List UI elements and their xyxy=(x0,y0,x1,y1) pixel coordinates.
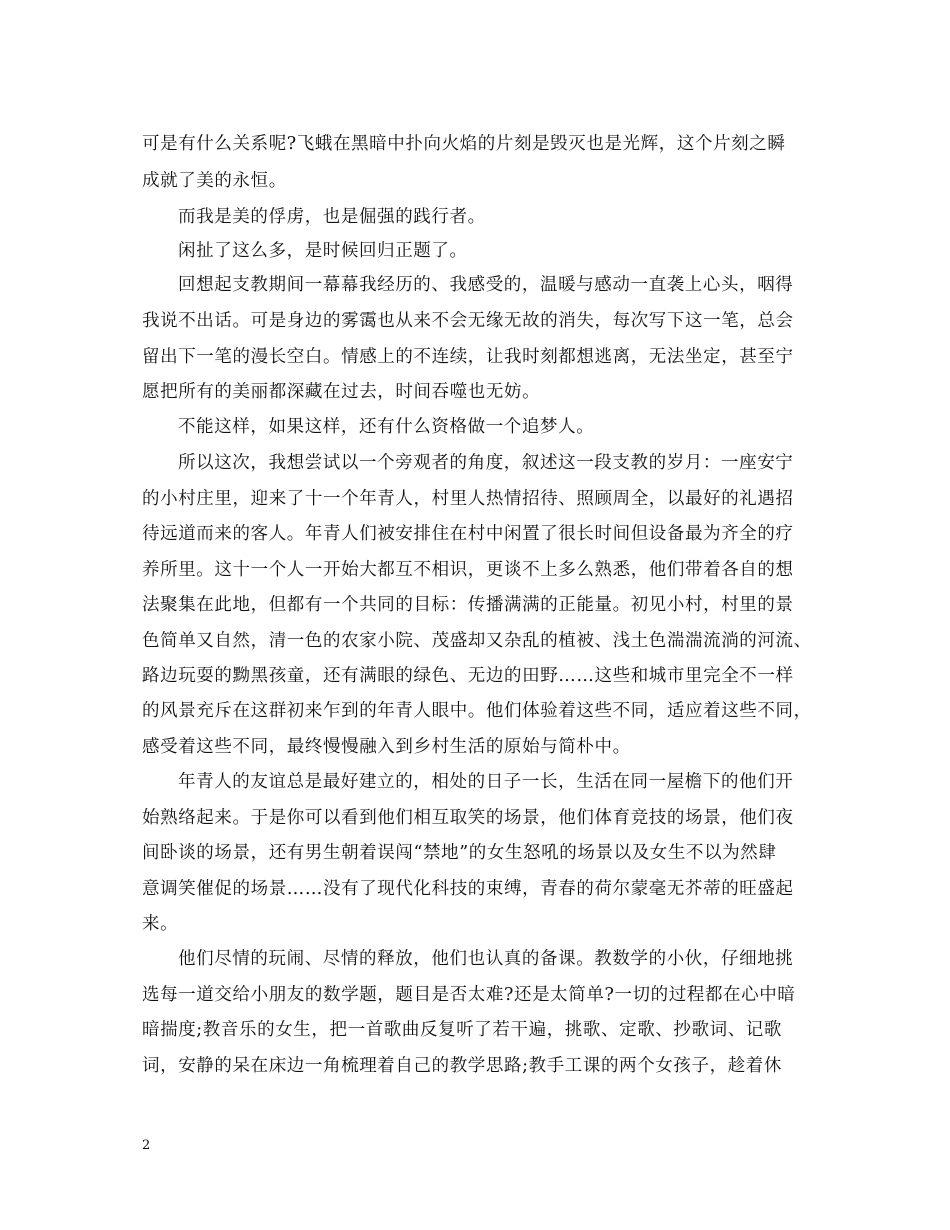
text-line: 意调笑催促的场景……没有了现代化科技的束缚，青春的荷尔蒙毫无芥蒂的旺盛起 xyxy=(142,879,794,899)
text-line: 始熟络起来。于是你可以看到他们相互取笑的场景，他们体育竞技的场景，他们夜 xyxy=(142,808,794,828)
text-line: 路边玩耍的黝黑孩童，还有满眼的绿色、无边的田野……这些和城市里完全不一样 xyxy=(142,666,794,686)
text-line: 暗揣度;教音乐的女生，把一首歌曲反复听了若干遍，挑歌、定歌、抄歌词、记歌 xyxy=(142,1020,782,1040)
text-line: 选每一道交给小朋友的数学题，题目是否太难?还是太简单?一切的过程都在心中暗 xyxy=(142,985,796,1005)
text-line: 不能这样，如果这样，还有什么资格做一个追梦人。 xyxy=(178,417,595,437)
text-line: 的小村庄里，迎来了十一个年青人，村里人热情招待、照顾周全，以最好的礼遇招 xyxy=(142,489,794,509)
text-line: 养所里。这十一个人一开始大都互不相识，更谈不上多么熟悉，他们带着各自的想 xyxy=(142,560,794,580)
text-line: 可是有什么关系呢?飞蛾在黑暗中扑向火焰的片刻是毁灭也是光辉，这个片刻之瞬 xyxy=(142,134,786,154)
text-line: 间卧谈的场景，还有男生朝着误闯“禁地”的女生怒吼的场景以及女生不以为然肆 xyxy=(142,843,777,863)
text-line: 来。 xyxy=(142,914,179,934)
text-line: 而我是美的俘虏，也是倔强的践行者。 xyxy=(178,207,486,227)
text-line: 我说不出话。可是身边的雾霭也从来不会无缘无故的消失，每次写下这一笔，总会 xyxy=(142,311,794,331)
text-line: 闲扯了这么多，是时候回归正题了。 xyxy=(178,241,468,261)
text-line: 法聚集在此地，但都有一个共同的目标：传播满满的正能量。初见小村，村里的景 xyxy=(142,595,794,615)
text-line: 他们尽情的玩闹、尽情的释放，他们也认真的备课。教数学的小伙，仔细地挑 xyxy=(178,949,794,969)
text-line: 感受着这些不同，最终慢慢融入到乡村生活的原始与简朴中。 xyxy=(142,737,631,757)
text-line: 回想起支教期间一幕幕我经历的、我感受的，温暖与感动一直袭上心头，咽得 xyxy=(178,275,794,295)
text-line: 成就了美的永恒。 xyxy=(142,171,287,191)
text-line: 色简单又自然，清一色的农家小院、茂盛却又杂乱的植被、浅土色湍湍流淌的河流、 xyxy=(142,631,812,651)
text-line: 词，安静的呆在床边一角梳理着自己的教学思路;教手工课的两个女孩子，趁着休 xyxy=(142,1056,782,1076)
text-line: 愿把所有的美丽都深藏在过去，时间吞噬也无妨。 xyxy=(142,382,541,402)
page-number: 2 xyxy=(142,1138,151,1153)
text-line: 的风景充斥在这群初来乍到的年青人眼中。他们体验着这些不同，适应着这些不同， xyxy=(142,701,812,721)
text-line: 待远道而来的客人。年青人们被安排住在村中闲置了很长时间但设备最为齐全的疗 xyxy=(142,524,794,544)
text-line: 所以这次，我想尝试以一个旁观者的角度，叙述这一段支教的岁月：一座安宁 xyxy=(178,453,794,473)
text-line: 年青人的友谊总是最好建立的，相处的日子一长，生活在同一屋檐下的他们开 xyxy=(178,772,794,792)
text-line: 留出下一笔的漫长空白。情感上的不连续，让我时刻都想逃离，无法坐定，甚至宁 xyxy=(142,347,794,367)
